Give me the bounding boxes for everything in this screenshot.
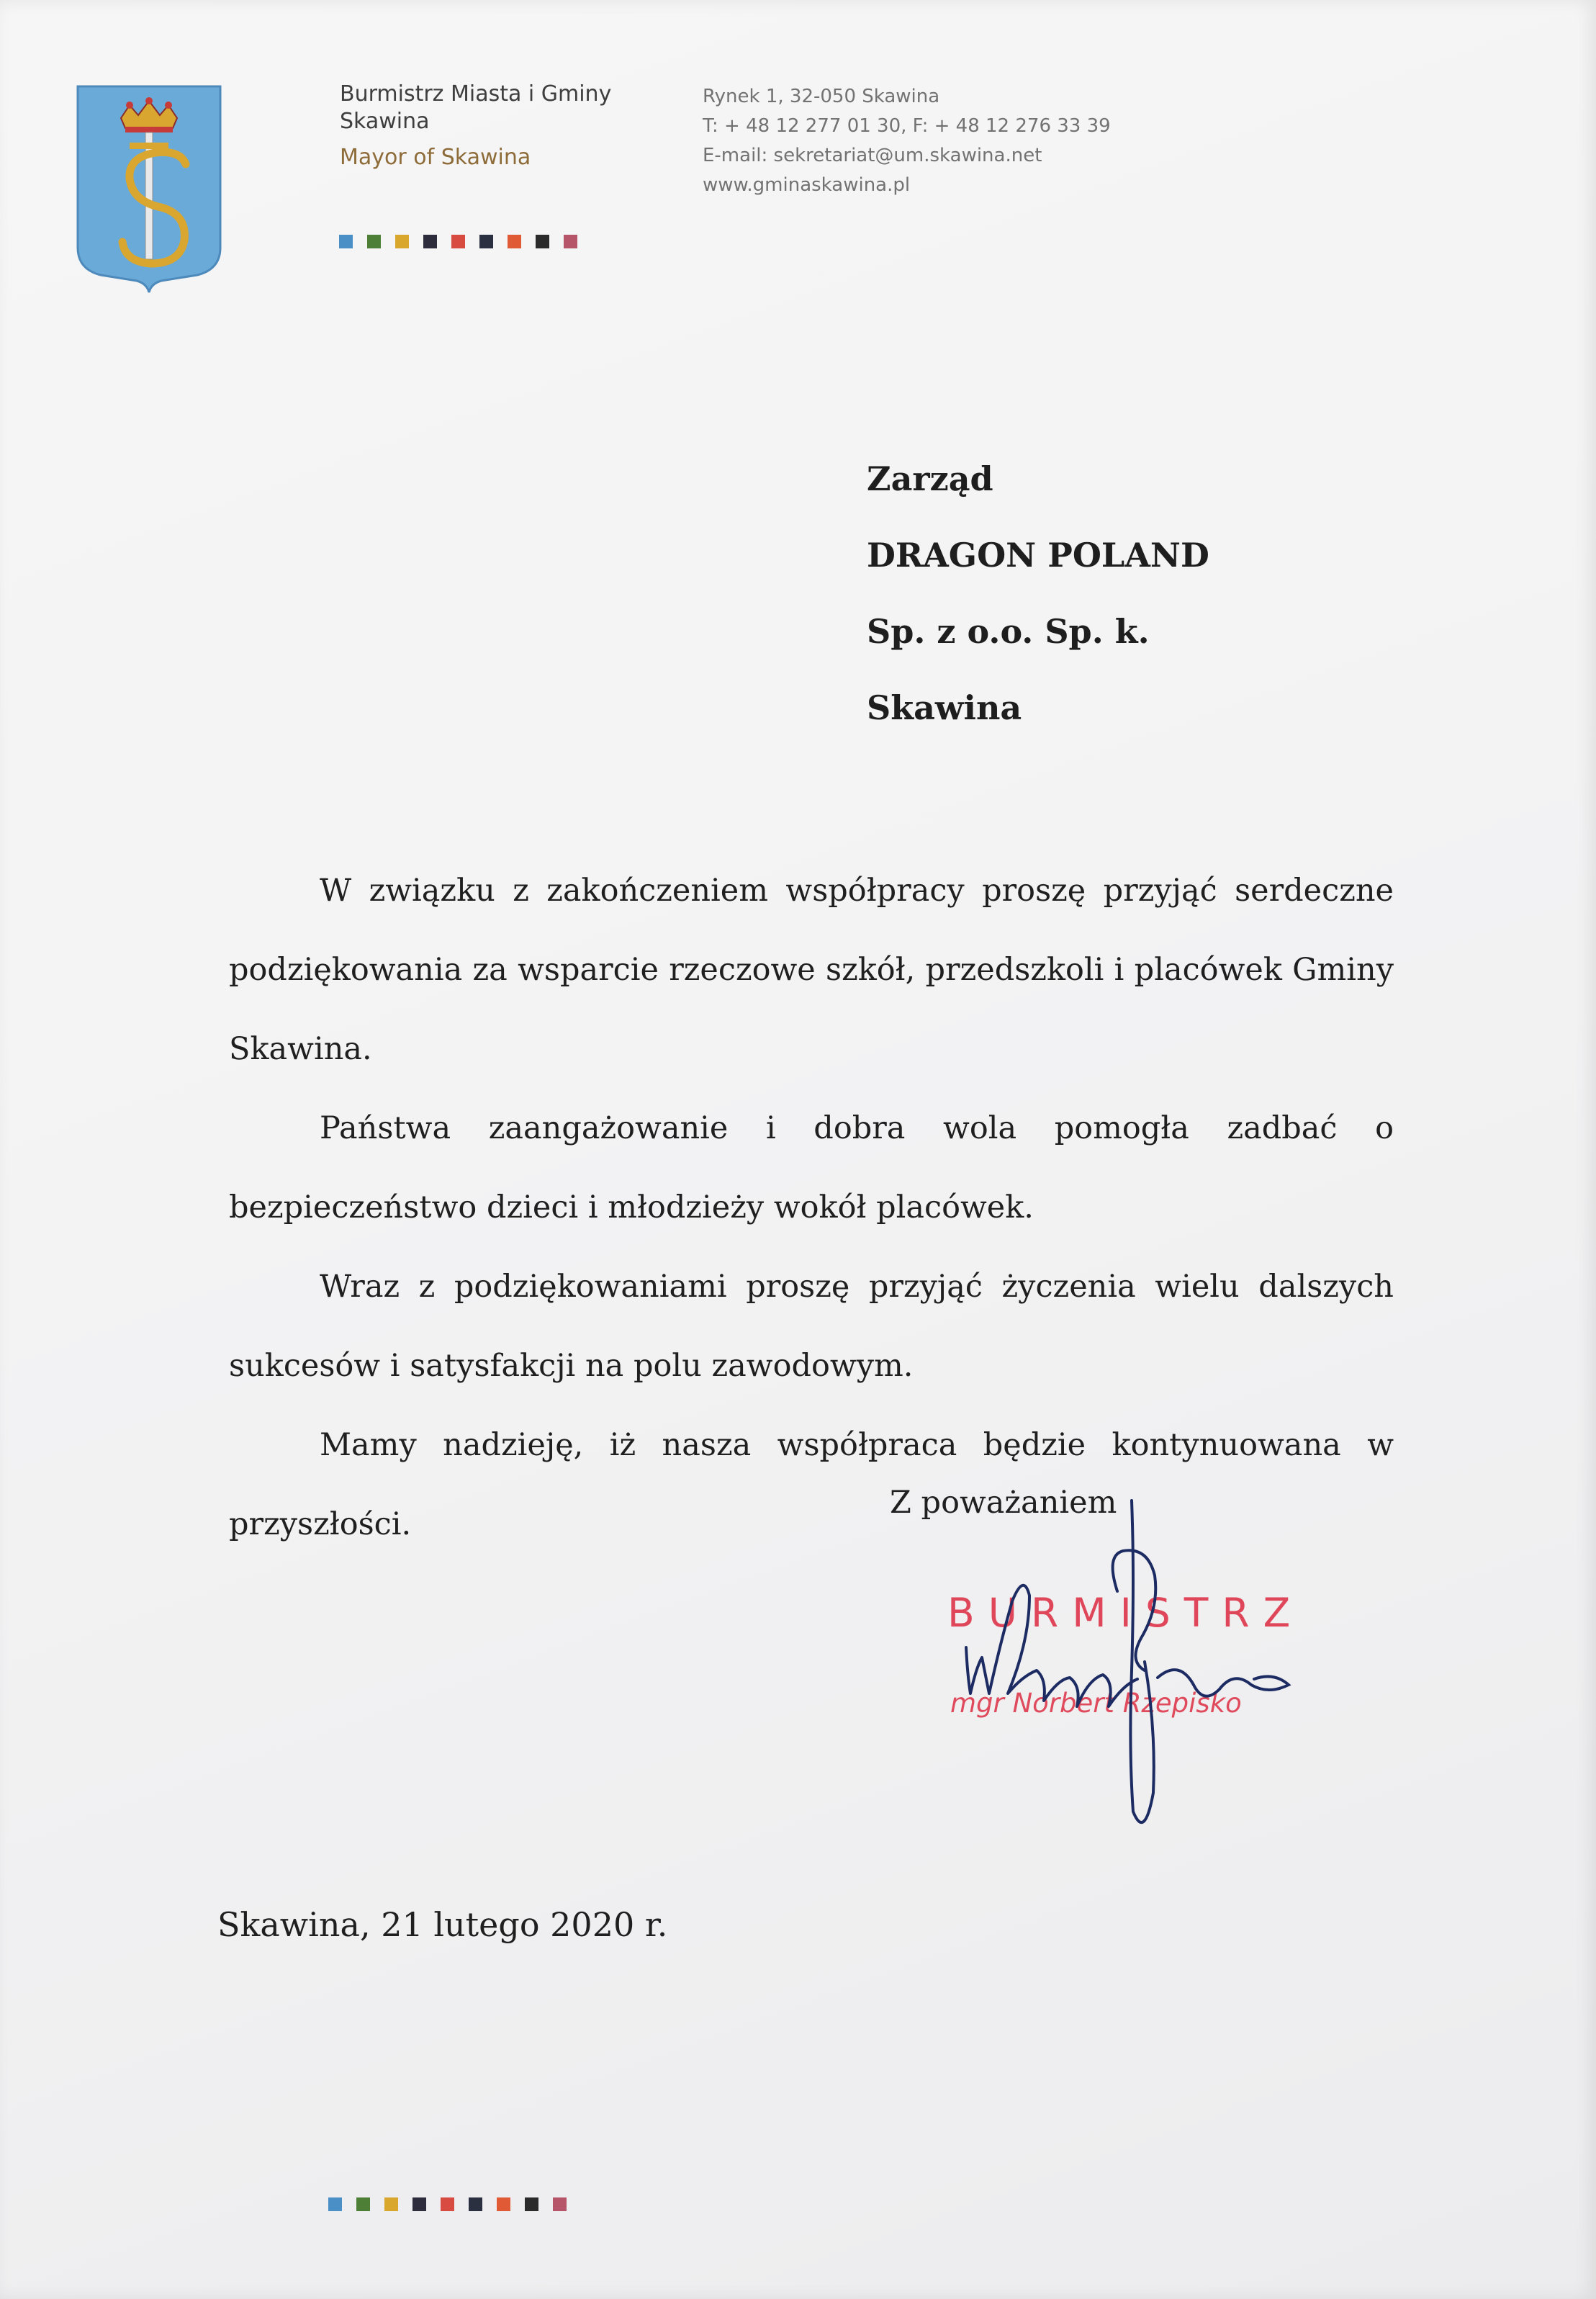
- color-dot: [356, 2197, 370, 2211]
- stamp-title: BURMISTRZ: [947, 1590, 1304, 1636]
- color-dot: [469, 2197, 482, 2211]
- closing-salutation: Z poważaniem: [890, 1485, 1117, 1521]
- skawina-coat-of-arms-icon: [76, 84, 222, 294]
- color-dot: [423, 235, 437, 248]
- color-dot: [339, 235, 353, 248]
- stamp-name: mgr Norbert Rzepisko: [950, 1688, 1242, 1719]
- color-dot: [564, 235, 577, 248]
- color-dot: [525, 2197, 538, 2211]
- color-dot: [497, 2197, 510, 2211]
- color-dot: [536, 235, 549, 248]
- letter-date: Skawina, 21 lutego 2020 r.: [217, 1905, 668, 1944]
- mayor-title-line2: Skawina: [340, 109, 430, 134]
- mayor-english-title: Mayor of Skawina: [340, 145, 531, 170]
- email: E-mail: sekretariat@um.skawina.net: [703, 145, 1042, 166]
- contact-block: [703, 82, 1111, 200]
- color-dot: [451, 235, 465, 248]
- color-dot: [441, 2197, 454, 2211]
- recipient-line1: Zarząd: [867, 459, 993, 498]
- recipient-line4: Skawina: [867, 688, 1022, 727]
- body-paragraph-1: W związku z zakończeniem współpracy proszę przyjąć serdeczne podziękowania za wsparcie rzeczowe szkół, przedszkoli i placówek Gminy Skawina.: [229, 873, 1394, 1067]
- mayor-office-block: [340, 81, 671, 171]
- color-dot: [553, 2197, 567, 2211]
- recipient-line2: DRAGON POLAND: [867, 536, 1209, 575]
- recipient-line3: Sp. z o.o. Sp. k.: [867, 612, 1150, 651]
- signature-stroke: [1130, 1501, 1153, 1822]
- color-dot: [367, 235, 381, 248]
- body-paragraph-3: Wraz z podziękowaniami proszę przyjąć życzenia wielu dalszych sukcesów i satysfakcji na polu zawodowym.: [229, 1269, 1394, 1384]
- color-dot: [328, 2197, 342, 2211]
- signature-stroke: [1158, 1670, 1289, 1696]
- address: Rynek 1, 32-050 Skawina: [703, 86, 940, 107]
- body-paragraph-2: Państwa zaangażowanie i dobra wola pomogła zadbać o bezpieczeństwo dzieci i młodzieży wokół placówek.: [229, 1110, 1394, 1225]
- color-dots-bottom: [328, 2197, 567, 2211]
- color-dot: [412, 2197, 426, 2211]
- body-paragraph-4: Mamy nadzieję, iż nasza współpraca będzie kontynuowana w przyszłości.: [229, 1427, 1394, 1542]
- color-dot: [479, 235, 493, 248]
- letter-body: [229, 851, 1394, 1564]
- color-dots-top: [339, 235, 577, 248]
- signature-stroke: [966, 1585, 1137, 1706]
- color-dot: [508, 235, 521, 248]
- mayor-title-line1: Burmistrz Miasta i Gminy: [340, 81, 612, 107]
- handwritten-signature: [929, 1490, 1303, 1850]
- website: www.gminaskawina.pl: [703, 174, 911, 196]
- recipient-block: [867, 441, 1209, 746]
- color-dot: [384, 2197, 398, 2211]
- phone-fax: T: + 48 12 277 01 30, F: + 48 12 276 33 39: [703, 115, 1111, 137]
- color-dot: [395, 235, 409, 248]
